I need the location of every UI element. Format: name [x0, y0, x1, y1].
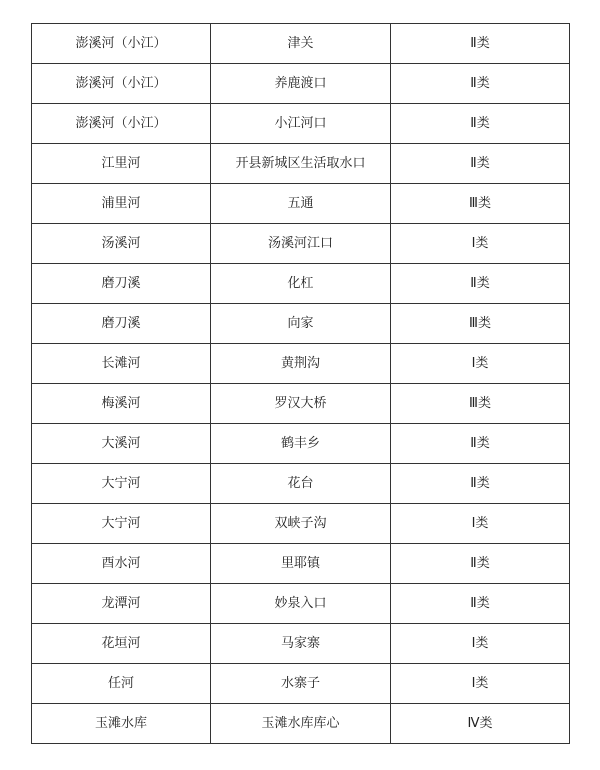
river-name-cell: 梅溪河 [32, 384, 211, 424]
water-quality-class-cell: Ⅱ类 [391, 104, 570, 144]
table-row [32, 504, 570, 544]
table-row [32, 384, 570, 424]
river-name-cell: 澎溪河（小江） [32, 24, 211, 64]
monitoring-site-cell: 津关 [211, 24, 391, 64]
table-row [32, 664, 570, 704]
water-quality-class-cell: Ⅳ类 [391, 704, 570, 744]
monitoring-site-cell: 水寨子 [211, 664, 391, 704]
monitoring-site-cell: 花台 [211, 464, 391, 504]
monitoring-site-cell: 向家 [211, 304, 391, 344]
table-row [32, 624, 570, 664]
river-name-cell: 任河 [32, 664, 211, 704]
table-row [32, 424, 570, 464]
river-name-cell: 汤溪河 [32, 224, 211, 264]
river-name-cell: 浦里河 [32, 184, 211, 224]
river-name-cell: 玉滩水库 [32, 704, 211, 744]
river-name-cell: 大宁河 [32, 464, 211, 504]
table-row [32, 184, 570, 224]
table-row [32, 704, 570, 744]
table-row [32, 584, 570, 624]
river-name-cell: 澎溪河（小江） [32, 104, 211, 144]
monitoring-site-cell: 玉滩水库库心 [211, 704, 391, 744]
table-row [32, 224, 570, 264]
table-row [32, 64, 570, 104]
monitoring-site-cell: 汤溪河江口 [211, 224, 391, 264]
monitoring-site-cell: 化杠 [211, 264, 391, 304]
river-name-cell: 澎溪河（小江） [32, 64, 211, 104]
water-quality-class-cell: Ⅰ类 [391, 344, 570, 384]
water-quality-class-cell: Ⅰ类 [391, 624, 570, 664]
table-row [32, 144, 570, 184]
water-quality-class-cell: Ⅱ类 [391, 144, 570, 184]
table-body [32, 24, 570, 744]
river-name-cell: 酉水河 [32, 544, 211, 584]
water-quality-table [31, 23, 570, 744]
monitoring-site-cell: 妙泉入口 [211, 584, 391, 624]
monitoring-site-cell: 开县新城区生活取水口 [211, 144, 391, 184]
monitoring-site-cell: 鹤丰乡 [211, 424, 391, 464]
table-row [32, 24, 570, 64]
water-quality-class-cell: Ⅱ类 [391, 424, 570, 464]
water-quality-class-cell: Ⅰ类 [391, 664, 570, 704]
river-name-cell: 长滩河 [32, 344, 211, 384]
monitoring-site-cell: 罗汉大桥 [211, 384, 391, 424]
river-name-cell: 大宁河 [32, 504, 211, 544]
table-row [32, 544, 570, 584]
table-row [32, 344, 570, 384]
water-quality-class-cell: Ⅱ类 [391, 264, 570, 304]
water-quality-class-cell: Ⅲ类 [391, 304, 570, 344]
monitoring-site-cell: 马家寨 [211, 624, 391, 664]
river-name-cell: 龙潭河 [32, 584, 211, 624]
monitoring-site-cell: 小江河口 [211, 104, 391, 144]
monitoring-site-cell: 养鹿渡口 [211, 64, 391, 104]
monitoring-site-cell: 双峡子沟 [211, 504, 391, 544]
water-quality-class-cell: Ⅲ类 [391, 384, 570, 424]
water-quality-class-cell: Ⅱ类 [391, 64, 570, 104]
river-name-cell: 大溪河 [32, 424, 211, 464]
river-name-cell: 磨刀溪 [32, 304, 211, 344]
table-row [32, 304, 570, 344]
water-quality-class-cell: Ⅱ类 [391, 464, 570, 504]
monitoring-site-cell: 黄荆沟 [211, 344, 391, 384]
river-name-cell: 磨刀溪 [32, 264, 211, 304]
water-quality-class-cell: Ⅰ类 [391, 224, 570, 264]
river-name-cell: 花垣河 [32, 624, 211, 664]
monitoring-site-cell: 五通 [211, 184, 391, 224]
water-quality-class-cell: Ⅱ类 [391, 584, 570, 624]
water-quality-class-cell: Ⅲ类 [391, 184, 570, 224]
table-row [32, 104, 570, 144]
water-quality-class-cell: Ⅱ类 [391, 544, 570, 584]
river-name-cell: 江里河 [32, 144, 211, 184]
table-row [32, 264, 570, 304]
water-quality-class-cell: Ⅰ类 [391, 504, 570, 544]
water-quality-class-cell: Ⅱ类 [391, 24, 570, 64]
table-row [32, 464, 570, 504]
monitoring-site-cell: 里耶镇 [211, 544, 391, 584]
